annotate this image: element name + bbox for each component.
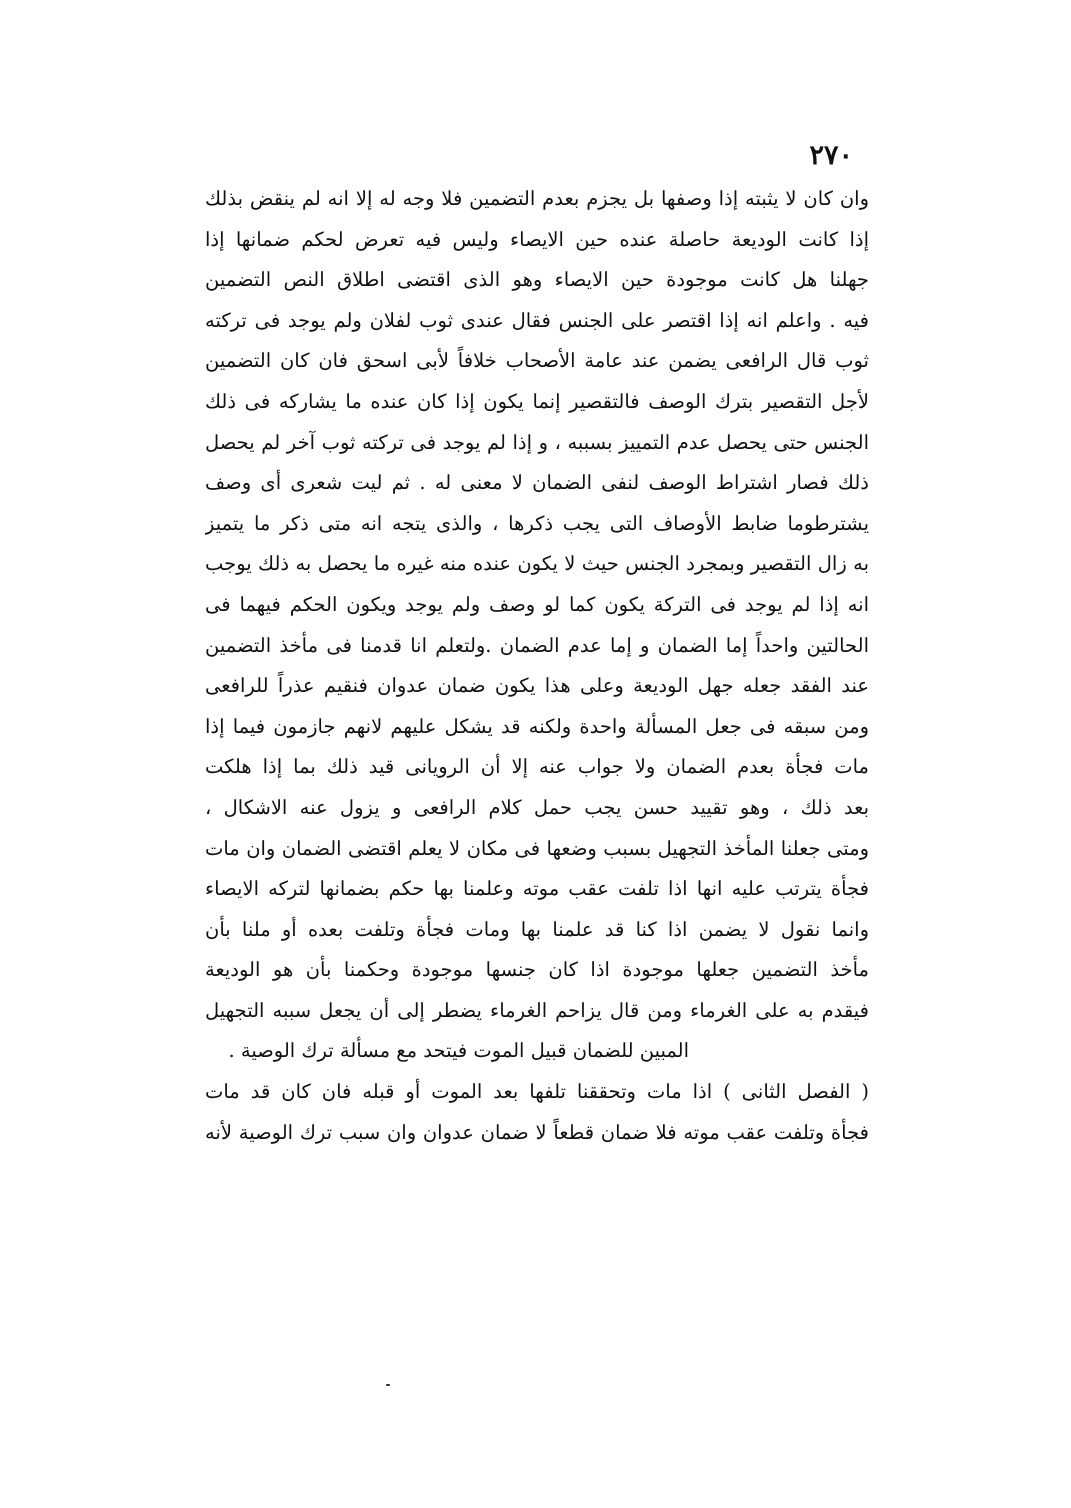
text-line: ذلك فصار اشتراط الوصف لنفى الضمان لا معنى له . ثم ليت شعرى أى وصف — [205, 471, 869, 495]
text-line: وان كان لا يثبته إذا وصفها بل يجزم بعدم التضمين فلا وجه له إلا انه لم ينقض بذلك — [205, 187, 869, 210]
text-line: فيه . واعلم انه إذا اقتصر على الجنس فقال عندى ثوب لفلان ولم يوجد فى تركته — [205, 308, 869, 332]
text-line: لأجل التقصير بترك الوصف فالتقصير إنما يكون إذا كان عنده ما يشاركه فى ذلك — [205, 389, 869, 413]
text-line: ثوب قال الرافعى يضمن عند عامة الأصحاب خلافاً لأبى اسحق فان كان التضمين — [205, 349, 869, 373]
body-text — [205, 179, 869, 1153]
text-line: مأخذ التضمين جعلها موجودة اذا كان جنسها موجودة وحكمنا بأن هو الوديعة — [205, 958, 869, 982]
text-line: فجأة يترتب عليه انها اذا تلفت عقب موته وعلمنا بها حكم بضمانها لتركه الايصاء — [205, 877, 869, 901]
text-line: فجأة وتلفت عقب موته فلا ضمان قطعاً لا ضمان عدوان وان سبب ترك الوصية لأنه — [205, 1120, 869, 1144]
text-line: إذا كانت الوديعة حاصلة عنده حين الايصاء وليس فيه تعرض لحكم ضمانها إذا — [205, 227, 869, 251]
text-line: وانما نقول لا يضمن اذا كنا قد علمنا بها ومات فجأة وتلفت بعده أو ملنا بأن — [205, 917, 869, 941]
text-line: مات فجأة بعدم الضمان ولا جواب عنه إلا أن الرويانى قيد ذلك بما إذا هلكت — [205, 755, 869, 779]
paragraph-end-line: المبين للضمان قبيل الموت فيتحد مع مسألة ترك الوصية . — [228, 1039, 689, 1063]
section-heading-line: ( الفصل الثانى ) اذا مات وتحققنا تلفها بعد الموت أو قبله فان كان قد مات — [205, 1080, 869, 1104]
ink-speck — [386, 1384, 390, 1386]
text-line: الجنس حتى يحصل عدم التمييز بسببه ، و إذا لم يوجد فى تركته ثوب آخر لم يحصل — [205, 430, 869, 454]
text-line: الحالتين واحداً إما الضمان و إما عدم الضمان .ولتعلم انا قدمنا فى مأخذ التضمين — [205, 633, 869, 657]
text-line: ومتى جعلنا المأخذ التجهيل بسبب وضعها فى مكان لا يعلم اقتضى الضمان وان مات — [205, 836, 869, 860]
text-line: بعد ذلك ، وهو تقييد حسن يجب حمل كلام الرافعى و يزول عنه الاشكال ، — [205, 795, 869, 819]
text-line: يشترطوما ضابط الأوصاف التى يجب ذكرها ، والذى يتجه انه متى ذكر ما يتميز — [205, 511, 869, 535]
text-line: به زال التقصير وبمجرد الجنس حيث لا يكون عنده منه غيره ما يحصل به ذلك يوجب — [205, 552, 869, 576]
page-number: ٢٧٠ — [809, 140, 853, 171]
text-line: فيقدم به على الغرماء ومن قال يزاحم الغرماء يضطر إلى أن يجعل سببه التجهيل — [205, 998, 869, 1022]
text-line: ومن سبقه فى جعل المسألة واحدة ولكنه قد يشكل عليهم لانهم جازمون فيما إذا — [205, 714, 869, 738]
text-line: جهلنا هل كانت موجودة حين الايصاء وهو الذى اقتضى اطلاق النص التضمين — [205, 268, 869, 292]
text-line: انه إذا لم يوجد فى التركة يكون كما لو وصف ولم يوجد ويكون الحكم فيهما فى — [205, 592, 869, 616]
text-line: عند الفقد جعله جهل الوديعة وعلى هذا يكون ضمان عدوان فنقيم عذراً للرافعى — [205, 674, 869, 698]
